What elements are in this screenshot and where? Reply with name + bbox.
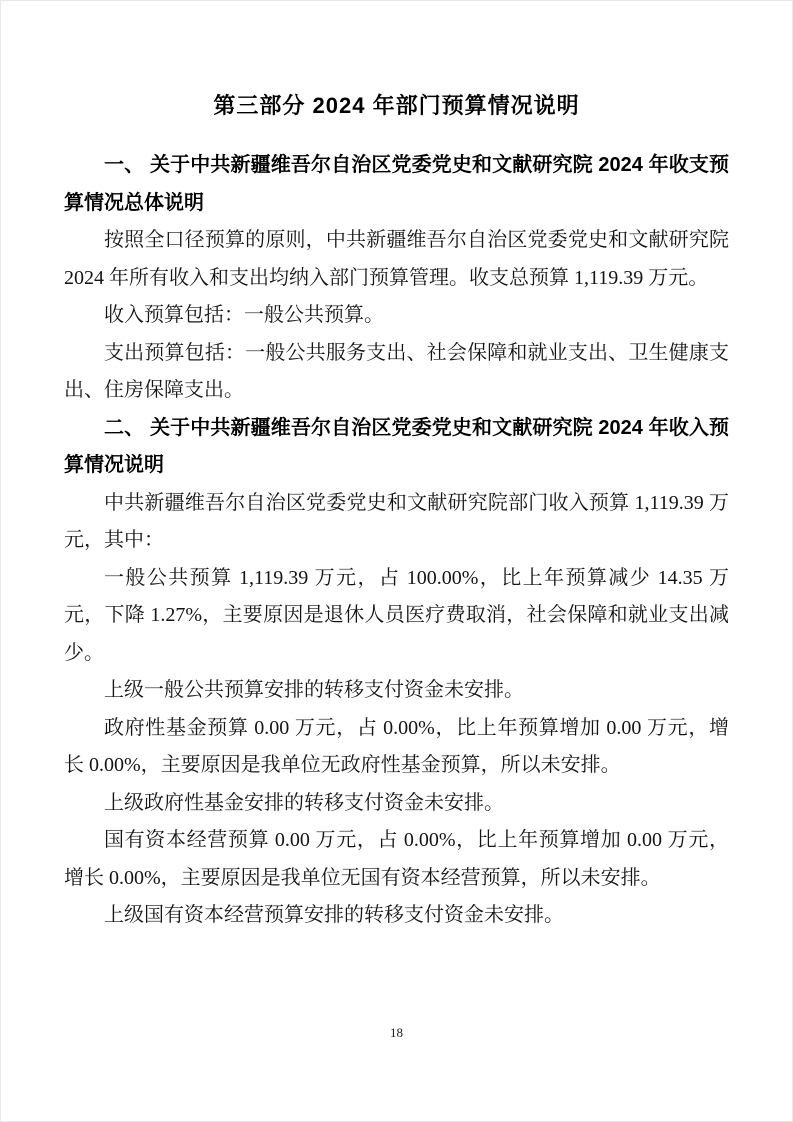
paragraph-expenditure-scope: 支出预算包括：一般公共服务支出、社会保障和就业支出、卫生健康支出、住房保障支出。: [64, 341, 729, 401]
document-title: 第三部分 2024 年部门预算情况说明: [213, 93, 580, 118]
section-2-heading: 二、 关于中共新疆维吾尔自治区党委党史和文献研究院 2024 年收入预算情况说明: [64, 416, 729, 476]
paragraph-income-total: 中共新疆维吾尔自治区党委党史和文献研究院部门收入预算 1,119.39 万元，其中：: [64, 491, 729, 551]
paragraph-transfer-state-capital: 上级国有资本经营预算安排的转移支付资金未安排。: [104, 904, 564, 926]
paragraph-state-capital-budget: 国有资本经营预算 0.00 万元，占 0.00%，比上年预算增加 0.00 万元，增长 0.00%，主要原因是我单位无国有资本经营预算，所以未安排。: [64, 829, 729, 889]
section-budget-overview: [64, 147, 729, 410]
section-income-budget: [64, 410, 729, 935]
document-content: [64, 89, 729, 935]
paragraph-income-scope: 收入预算包括：一般公共预算。: [104, 304, 384, 326]
paragraph-general-public-budget: 一般公共预算 1,119.39 万元，占 100.00%，比上年预算减少 14.35 万元，下降 1.27%，主要原因是退休人员医疗费取消，社会保障和就业支出减少。: [64, 566, 729, 664]
paragraph-transfer-general: 上级一般公共预算安排的转移支付资金未安排。: [104, 679, 524, 701]
paragraph-government-fund-budget: 政府性基金预算 0.00 万元，占 0.00%，比上年预算增加 0.00 万元，增长 0.00%，主要原因是我单位无政府性基金预算，所以未安排。: [64, 716, 729, 776]
page-number: 18: [390, 1025, 403, 1040]
paragraph-total-budget: 按照全口径预算的原则，中共新疆维吾尔自治区党委党史和文献研究院 2024 年所有收入和支出均纳入部门预算管理。收支总预算 1,119.39 万元。: [64, 229, 729, 289]
section-1-heading: 一、 关于中共新疆维吾尔自治区党委党史和文献研究院 2024 年收支预算情况总体说明: [64, 154, 729, 214]
paragraph-transfer-government-fund: 上级政府性基金安排的转移支付资金未安排。: [104, 791, 504, 814]
